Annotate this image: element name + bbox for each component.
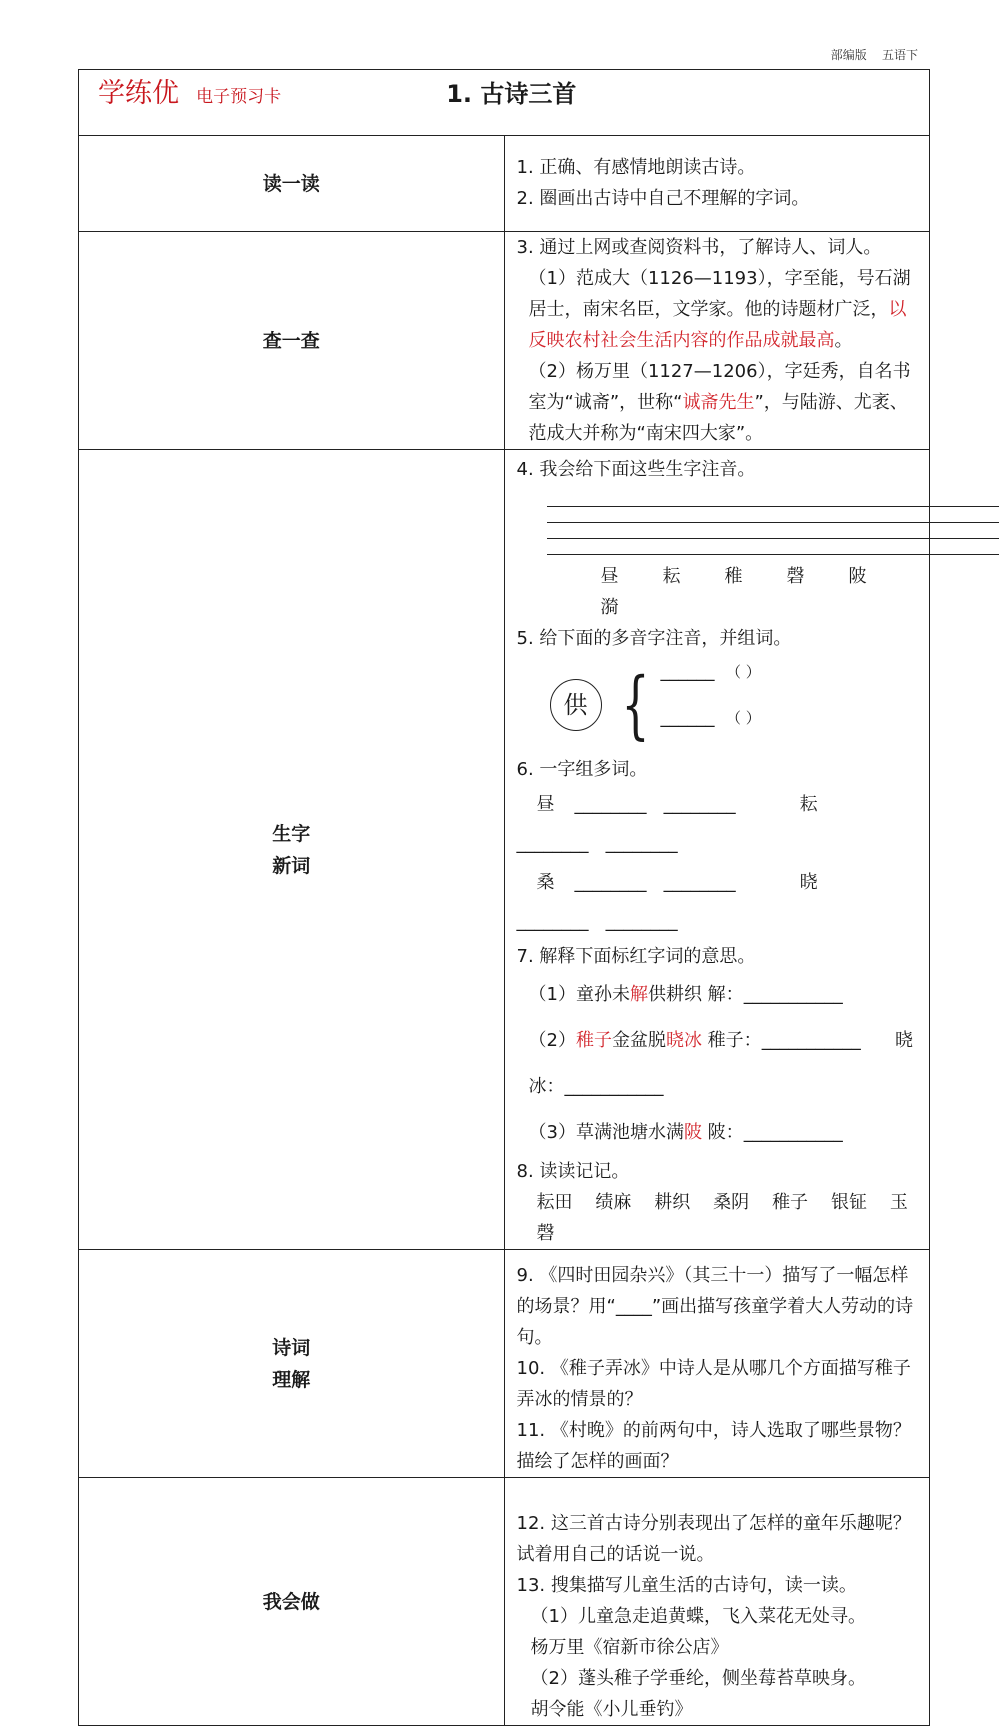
q7-prompt: 7. 解释下面标红字词的意思。 — [516, 946, 756, 967]
brand-logo: 学练优 — [98, 78, 179, 109]
check-para-2: （2）杨万里（1127—1206），字廷秀，自名书室为“诚斋”，世称“诚斋先生”，与陆游、尤袤、范成大并称为“南宋四大家”。 — [528, 361, 911, 444]
brace-icon: { — [620, 662, 650, 748]
q9: 9. 《四时田园杂兴》（其三十一）描写了一幅怎样的场景？用“____”画出描写孩童学着大人劳动的诗句。 — [516, 1265, 914, 1348]
q7-item-1[interactable]: （1）童孙未解供耕织 解：___________ — [528, 984, 843, 1005]
q8-words: 耘田 绩麻 耕织 桑阴 稚子 银钲 玉磬 — [536, 1192, 908, 1244]
q4-prompt: 4. 我会给下面这些生字注音。 — [516, 459, 756, 480]
q5-prompt: 5. 给下面的多音字注音，并组词。 — [516, 628, 792, 649]
q12: 12. 这三首古诗分别表现出了怎样的童年乐趣呢？试着用自己的话说一说。 — [516, 1513, 911, 1565]
check-para-1: （1）范成大（1126—1193），字至能，号石湖居士，南宋名臣，文学家。他的诗题材广泛，以反映农村社会生活内容的作品成就最高。 — [528, 268, 911, 351]
q11: 11. 《村晚》的前两句中，诗人选取了哪些景物？描绘了怎样的画面？ — [516, 1420, 911, 1472]
verse-2: （2）蓬头稚子学垂纶，侧坐莓苔草映身。胡令能《小儿垂钓》 — [530, 1668, 866, 1720]
title-row — [79, 70, 930, 136]
section-check — [79, 232, 930, 450]
lesson-title: 1. 古诗三首 — [446, 80, 577, 108]
q7-item-3[interactable]: （3）草满池塘水满陂 陂：___________ — [528, 1122, 843, 1143]
q6-prompt: 6. 一字组多词。 — [516, 759, 648, 780]
section-poem — [79, 1250, 930, 1478]
card-subtitle: 电子预习卡 — [196, 87, 282, 107]
q4-chars: 昼 耘 稚 磬 陂漪 — [600, 566, 867, 618]
label-words: 生字 新词 — [79, 450, 505, 1250]
q6-row-2[interactable]: 桑 ________ ________ 晓________ ________ — [516, 872, 818, 932]
pinyin-lines[interactable] — [547, 491, 999, 555]
q10: 10. 《稚子弄冰》中诗人是从哪几个方面描写稚子弄冰的情景的？ — [516, 1358, 911, 1410]
edition-label: 部编版 — [830, 48, 867, 62]
read-item-2: 2. 圈画出古诗中自己不理解的字词。 — [516, 188, 810, 209]
label-read: 读一读 — [79, 136, 505, 232]
q13: 13. 搜集描写儿童生活的古诗句，读一读。 — [516, 1575, 857, 1596]
polyphone-block — [517, 654, 920, 754]
polyphone-line-2[interactable]: ______ （ ） — [660, 707, 761, 728]
edition-header — [831, 46, 918, 63]
section-words — [79, 450, 930, 1250]
label-check: 查一查 — [79, 232, 505, 450]
polyphone-line-1[interactable]: ______ （ ） — [660, 661, 761, 682]
check-intro: 3. 通过上网或查阅资料书，了解诗人、词人。 — [516, 237, 882, 258]
verse-1: （1）儿童急走追黄蝶，飞入菜花无处寻。杨万里《宿新市徐公店》 — [530, 1606, 866, 1658]
preview-card — [78, 69, 930, 1726]
grade-label: 五语下 — [881, 48, 918, 62]
q7-item-2[interactable]: （2）稚子金盆脱晓冰 稚子：___________ 晓冰：___________ — [528, 1030, 914, 1097]
highlight-red: 以反映农村社会生活内容的作品成就最高 — [528, 299, 907, 351]
highlight-red: 诚斋先生 — [682, 392, 755, 413]
section-read — [79, 136, 930, 232]
section-do — [79, 1478, 930, 1726]
label-poem: 诗词 理解 — [79, 1250, 505, 1478]
label-do: 我会做 — [79, 1478, 505, 1726]
q6-row-1[interactable]: 昼 ________ ________ 耘________ ________ — [516, 794, 818, 854]
polyphone-char: 供 — [550, 679, 602, 731]
q8-prompt: 8. 读读记记。 — [516, 1161, 630, 1182]
read-item-1: 1. 正确、有感情地朗读古诗。 — [516, 157, 756, 178]
